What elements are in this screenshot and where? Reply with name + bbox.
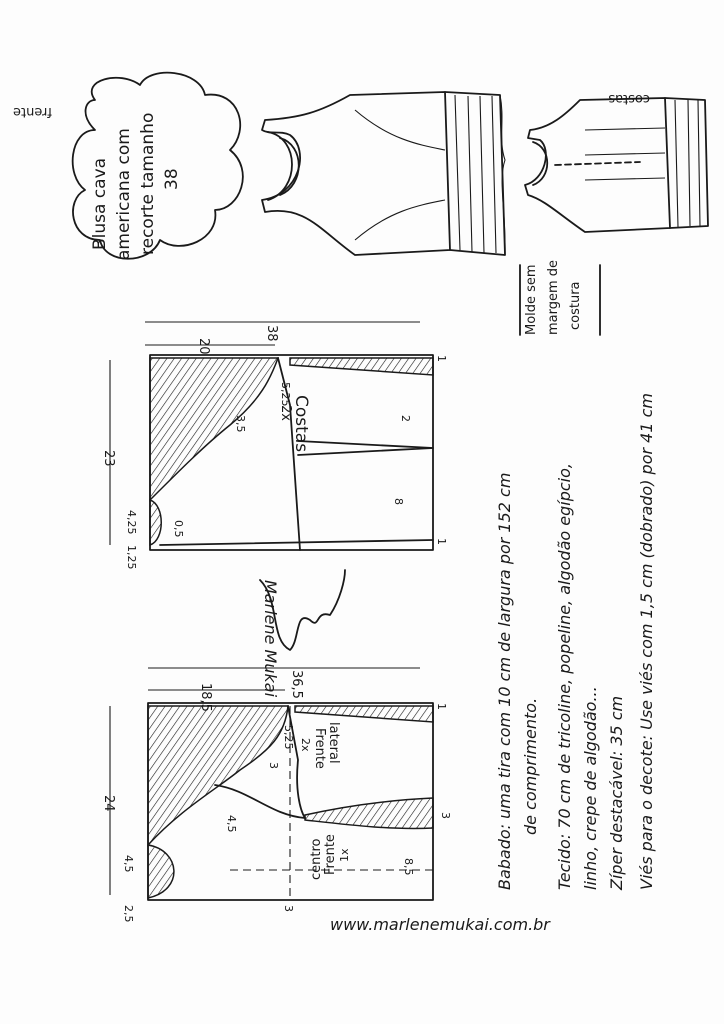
pattern-note-line-3: costura [568, 281, 583, 330]
back-piece-name: Costas [291, 395, 311, 453]
pattern-note [520, 260, 600, 335]
signature-text: Marlene Mukai [261, 580, 280, 698]
back-pattern [101, 322, 448, 570]
website-url: www.marlenemukai.com.br [330, 915, 550, 934]
side-piece-qty: 2x [299, 738, 312, 752]
dim-front-25: 2,5 [122, 905, 135, 923]
dim-front-3c: 3 [282, 905, 295, 912]
dim-front-365: 36,5 [289, 670, 304, 699]
pattern-note-line-2: margem de [546, 259, 561, 335]
instruction-line-5: Zíper destacável: 35 cm [607, 695, 626, 890]
dim-back-1b: 1 [435, 538, 448, 545]
dim-front-85: 8,5 [402, 858, 415, 876]
dim-back-2: 2 [399, 415, 412, 422]
dim-front-185: 18,5 [198, 683, 213, 712]
title-line-3: recorte tamanho [138, 112, 158, 255]
dim-front-45b: 4,5 [122, 855, 135, 873]
title-cloud [73, 73, 243, 260]
dim-back-1a: 1 [435, 355, 448, 362]
side-piece-name: lateral [326, 722, 341, 764]
instruction-line-1: Babado: uma tira com 10 cm de largura por 152 cm [495, 472, 514, 890]
dim-front-45a: 4,5 [225, 815, 238, 833]
dim-back-05: 0,5 [172, 520, 185, 538]
dim-back-38: 38 [264, 325, 279, 342]
instruction-line-4: linho, crepe de algodão... [581, 686, 600, 890]
back-sketch [525, 91, 708, 232]
front-sketch-label: frente [13, 104, 52, 119]
dim-back-8: 8 [392, 498, 405, 505]
pattern-note-line-1: Molde sem [524, 264, 539, 335]
side-piece-name-2: Frente [312, 728, 327, 769]
dim-back-23: 23 [101, 450, 116, 467]
title-line-1: Blusa cava [90, 157, 110, 250]
dim-back-20: 20 [196, 338, 211, 355]
dim-front-1: 1 [435, 703, 448, 710]
back-piece-qty: 2x [278, 405, 293, 421]
dim-front-3b: 3 [439, 812, 452, 819]
dim-front-3a: 3 [267, 762, 280, 769]
instruction-line-6: Viés para o decote: Use viés com 1,5 cm (dobrado) por 41 cm [637, 393, 656, 890]
dim-front-525: 5,25 [282, 725, 295, 750]
front-pattern [101, 668, 452, 923]
dim-front-24: 24 [101, 795, 116, 812]
dim-back-35: 3,5 [234, 415, 247, 433]
center-piece-qty: 1x [338, 848, 351, 862]
instruction-line-2: de comprimento. [521, 697, 540, 835]
back-sketch-label: costas [608, 91, 650, 106]
center-piece-name: centro [309, 838, 324, 880]
center-piece-name-2: Frente [323, 834, 338, 875]
dim-back-525: 5,25 [279, 382, 292, 407]
instruction-line-3: Tecido: 70 cm de tricoline, popeline, algodão egípcio, [555, 463, 574, 890]
title-line-4: 38 [162, 168, 182, 190]
instructions [495, 393, 656, 891]
dim-back-425: 4,25 [125, 510, 138, 535]
dim-back-125: 1,25 [125, 545, 138, 570]
title-line-2: americana com [114, 128, 134, 260]
